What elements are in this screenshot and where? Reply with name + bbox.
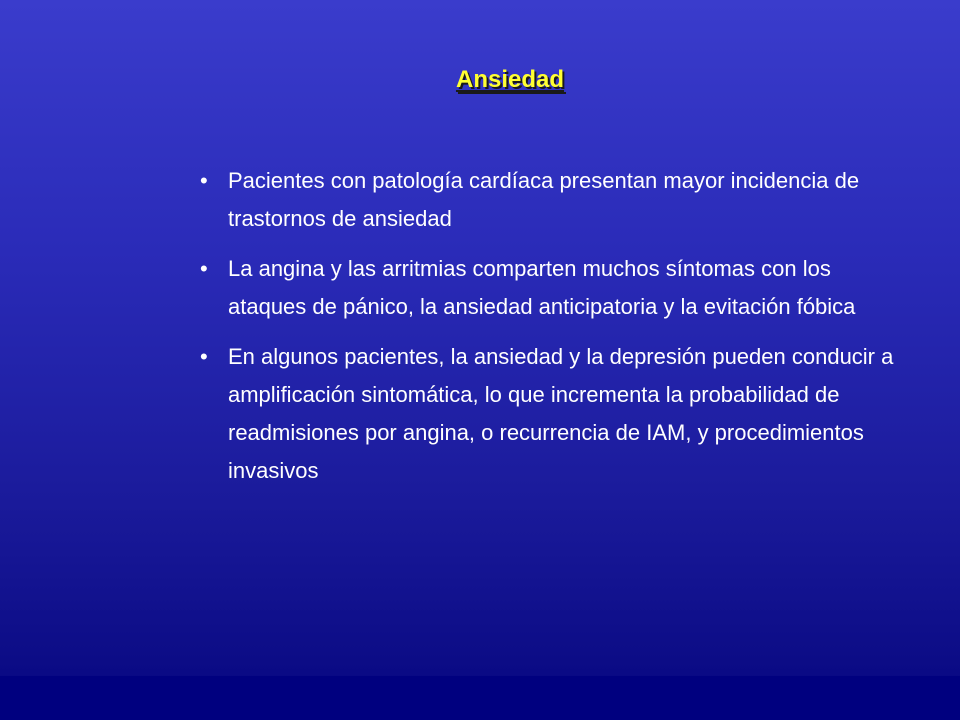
bullet-text: Pacientes con patología cardíaca presentan mayor incidencia de trastornos de ansiedad — [228, 168, 860, 231]
bullet-dot-icon: • — [200, 344, 208, 369]
bullet-item — [198, 250, 898, 326]
bottom-band — [0, 676, 960, 720]
bullet-item — [198, 162, 898, 238]
slide-title: Ansiedad — [455, 66, 565, 93]
bullet-text: En algunos pacientes, la ansiedad y la depresión pueden conducir a amplificación sintomática, lo que incrementa la probabilidad de readmisiones por angina, o recurrencia de IAM, y procedimientos invasivos — [228, 344, 894, 483]
bullet-list — [198, 162, 898, 502]
bullet-dot-icon: • — [200, 168, 208, 193]
bullet-item — [198, 338, 898, 490]
bullet-dot-icon: • — [200, 256, 208, 281]
bullet-text: La angina y las arritmias comparten muchos síntomas con los ataques de pánico, la ansiedad anticipatoria y la evitación fóbica — [228, 256, 856, 319]
